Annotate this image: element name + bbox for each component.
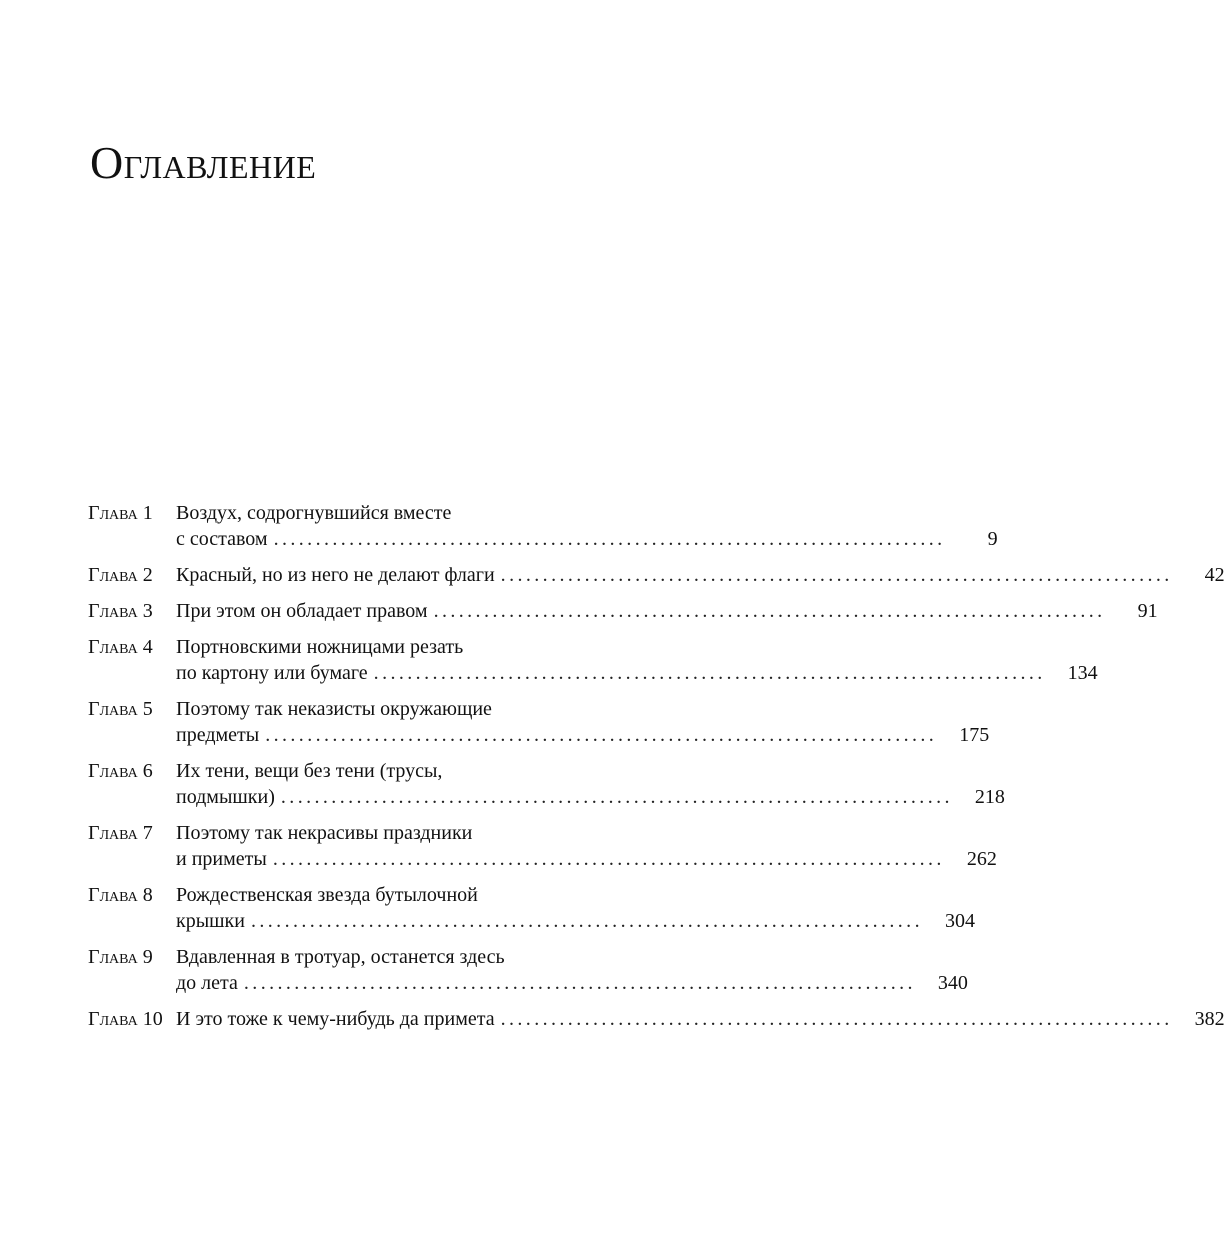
toc-entry-1: [88, 500, 998, 552]
entry-title-line: крышки: [176, 910, 245, 932]
entry-body: [176, 562, 1225, 588]
dot-leader: ................................................................................: [272, 848, 945, 870]
toc-entry-7: [88, 820, 997, 872]
entry-body: [176, 758, 1005, 810]
chapter-label: Глава 5: [88, 698, 153, 720]
entry-title-line: до лета: [176, 972, 238, 994]
entry-title-line: При этом он обладает правом: [176, 600, 428, 622]
chapter-label: Глава 3: [88, 600, 153, 622]
entry-title-line: с составом: [176, 528, 268, 550]
entry-last-line: [176, 722, 989, 748]
entry-title-line: Портновскими ножницами резать: [176, 636, 464, 658]
entry-body: [176, 598, 1158, 624]
entry-title-line: подмышки): [176, 786, 275, 808]
entry-last-line: [176, 526, 998, 552]
table-of-contents: [88, 500, 1225, 1042]
page-number: 175: [959, 724, 990, 746]
dot-leader: ................................................................................: [273, 528, 946, 550]
chapter-label: Глава 2: [88, 564, 153, 586]
entry-body: [176, 882, 975, 934]
chapter-label: Глава 1: [88, 502, 153, 524]
entry-title-line: Воздух, содрогнувшийся вместе: [176, 502, 452, 524]
toc-entry-4: [88, 634, 1098, 686]
toc-entry-3: [88, 598, 1158, 624]
toc-entry-10: [88, 1006, 1225, 1032]
entry-body: [176, 944, 968, 996]
chapter-label: Глава 9: [88, 946, 153, 968]
dot-leader: ................................................................................: [433, 600, 1106, 622]
entry-body: [176, 1006, 1225, 1032]
page-number: 304: [944, 910, 975, 932]
entry-title-line: И это тоже к чему-нибудь да примета: [176, 1008, 495, 1030]
page-number: 91: [1137, 600, 1158, 622]
entry-body: [176, 634, 1098, 686]
page-number: 218: [974, 786, 1005, 808]
entry-last-line: [176, 1006, 1225, 1032]
entry-title-line: Вдавленная в тротуар, останется здесь: [176, 946, 505, 968]
entry-title-line: Рождественская звезда бутылочной: [176, 884, 478, 906]
entry-body: [176, 500, 998, 552]
entry-last-line: [176, 660, 1098, 686]
toc-entry-5: [88, 696, 990, 748]
dot-leader: ................................................................................: [265, 724, 938, 746]
entry-last-line: [176, 598, 1158, 624]
dot-leader: ................................................................................: [250, 910, 923, 932]
page-number: 42: [1204, 564, 1225, 586]
toc-entry-8: [88, 882, 975, 934]
chapter-label: Глава 4: [88, 636, 153, 658]
entry-title-line: Поэтому так некрасивы праздники: [176, 822, 473, 844]
chapter-label: Глава 6: [88, 760, 153, 782]
page-number: 340: [937, 972, 968, 994]
entry-title-line: предметы: [176, 724, 260, 746]
entry-title-line: по картону или бумаге: [176, 662, 368, 684]
dot-leader: ................................................................................: [500, 564, 1173, 586]
page-number: 134: [1067, 662, 1098, 684]
chapter-label: Глава 10: [88, 1008, 163, 1030]
entry-last-line: [176, 846, 997, 872]
toc-entry-9: [88, 944, 968, 996]
toc-entry-6: [88, 758, 1005, 810]
entry-title-line: Их тени, вещи без тени (трусы,: [176, 760, 443, 782]
entry-title-line: и приметы: [176, 848, 267, 870]
page-number: 382: [1194, 1008, 1225, 1030]
entry-title-line: Красный, но из него не делают флаги: [176, 564, 495, 586]
entry-last-line: [176, 908, 975, 934]
entry-last-line: [176, 784, 1005, 810]
entry-title-line: Поэтому так неказисты окружающие: [176, 698, 492, 720]
dot-leader: ................................................................................: [500, 1008, 1173, 1030]
chapter-label: Глава 7: [88, 822, 153, 844]
dot-leader: ................................................................................: [373, 662, 1046, 684]
entry-last-line: [176, 562, 1225, 588]
entry-body: [176, 696, 989, 748]
entry-last-line: [176, 970, 968, 996]
entry-body: [176, 820, 997, 872]
dot-leader: ................................................................................: [243, 972, 916, 994]
dot-leader: ................................................................................: [280, 786, 953, 808]
page-title: Оглавление: [90, 137, 317, 188]
page-number: 9: [987, 528, 998, 550]
toc-entry-2: [88, 562, 1225, 588]
page-number: 262: [966, 848, 997, 870]
chapter-label: Глава 8: [88, 884, 153, 906]
